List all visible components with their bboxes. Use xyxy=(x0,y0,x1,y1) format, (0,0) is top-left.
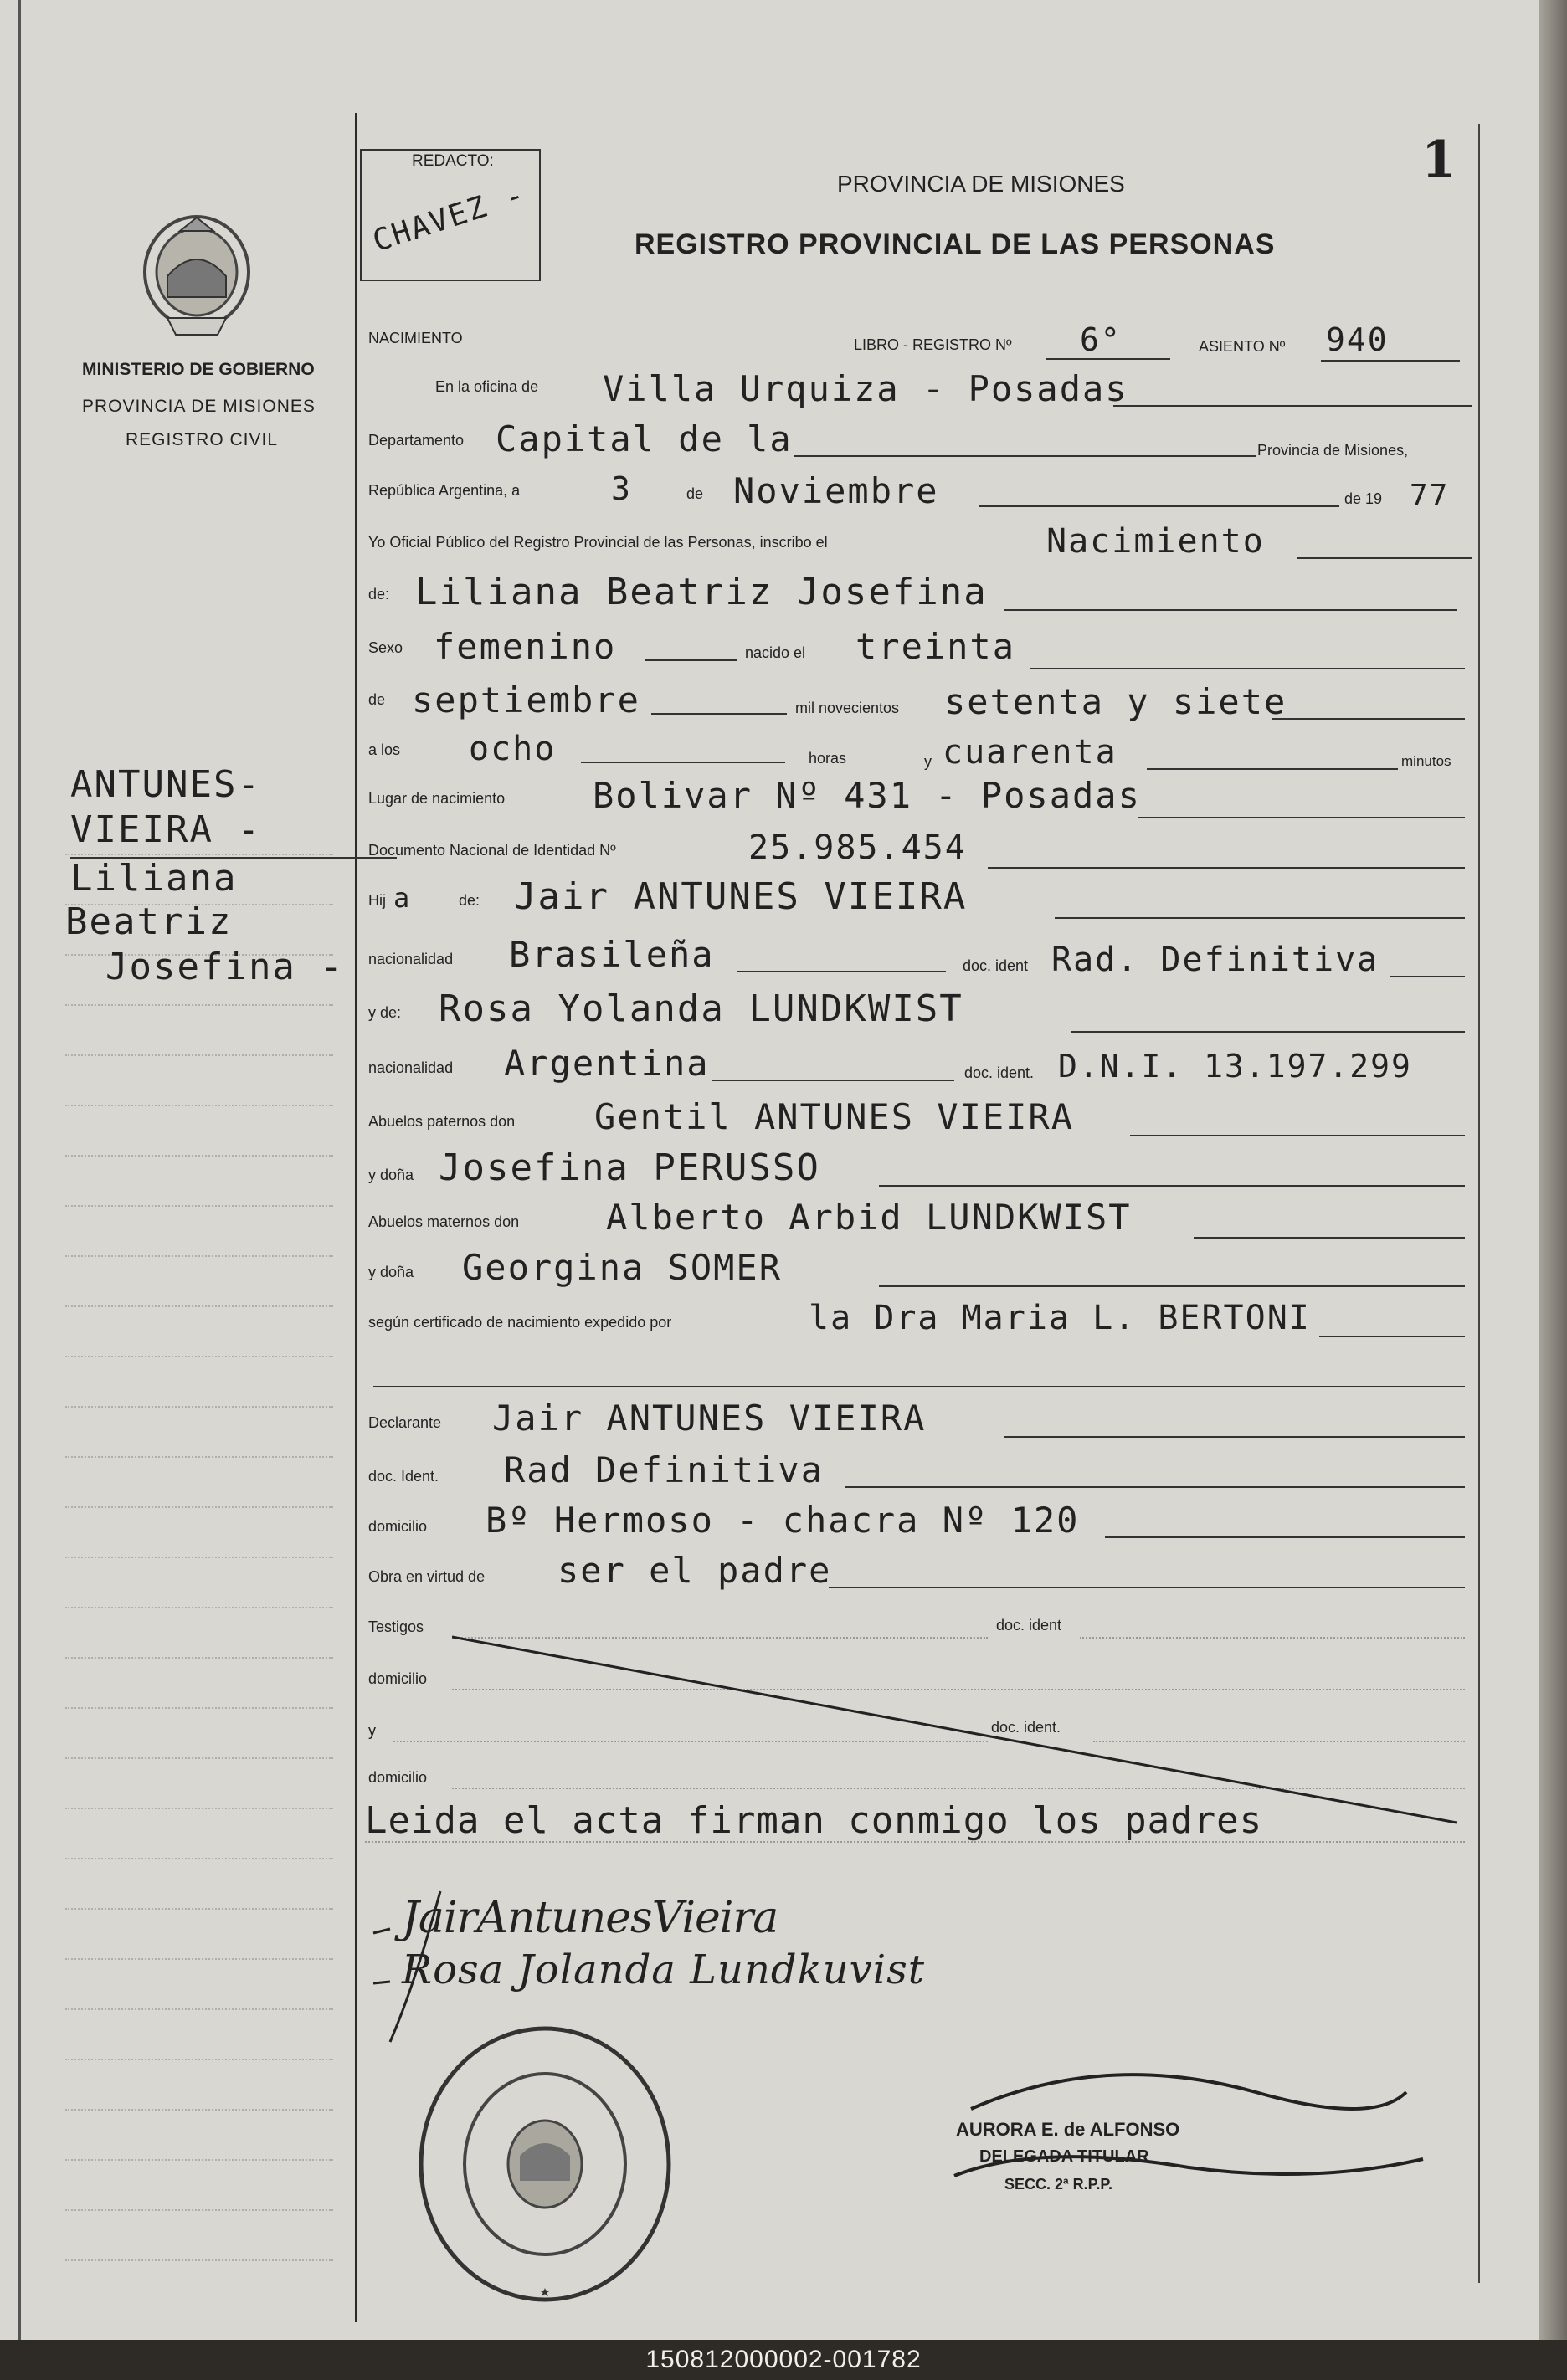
label-y: y xyxy=(924,753,932,770)
provincial-seal-icon xyxy=(134,209,259,343)
value-mes-nac: septiembre xyxy=(412,680,640,721)
line-obra xyxy=(829,1587,1465,1588)
line-abuelo-pat xyxy=(1130,1135,1465,1136)
line-nac-padre xyxy=(737,971,946,972)
value-nacido: treinta xyxy=(855,626,1016,667)
label-libro: LIBRO - REGISTRO Nº xyxy=(854,336,1012,353)
line-sexo xyxy=(645,659,737,661)
line-asiento xyxy=(1321,360,1460,362)
value-padre: Jair ANTUNES VIEIRA xyxy=(514,875,968,918)
line-nacido xyxy=(1030,668,1465,669)
value-mes: Noviembre xyxy=(733,470,939,511)
line-mes-nac xyxy=(651,713,787,715)
line-lugar xyxy=(1138,817,1465,818)
value-abuela-mat: Georgina SOMER xyxy=(462,1247,783,1288)
dots-leida xyxy=(365,1841,1465,1843)
label-domicilio3: domicilio xyxy=(368,1769,428,1786)
label-domicilio2: domicilio xyxy=(368,1670,428,1687)
label-hija-de: de: xyxy=(459,892,480,909)
label-yo-oficial: Yo Oficial Público del Registro Provincial de las Personas, inscribo el xyxy=(368,534,828,551)
value-obra: ser el padre xyxy=(557,1550,832,1591)
line-nombre xyxy=(1004,609,1457,611)
label-de2: de: xyxy=(368,586,390,603)
line-certificado xyxy=(1319,1336,1465,1337)
value-hora: ocho xyxy=(469,730,557,768)
label-hija: Hij xyxy=(368,892,386,909)
label-provincia-de: Provincia de Misiones, xyxy=(1257,442,1409,459)
label-abuelos-pat: Abuelos paternos don xyxy=(368,1113,516,1130)
label-doc-ident1: doc. ident xyxy=(963,957,1029,974)
label-nacionalidad1: nacionalidad xyxy=(368,951,454,967)
page-edge-shadow xyxy=(1539,0,1567,2340)
line-anio-nac xyxy=(1272,718,1465,720)
label-sexo: Sexo xyxy=(368,639,403,656)
line-inscribe xyxy=(1297,557,1472,559)
line-doc-padre xyxy=(1390,976,1465,977)
label-segun: según certificado de nacimiento expedido por xyxy=(368,1314,672,1331)
value-nombre: Liliana Beatriz Josefina xyxy=(415,571,988,613)
line-abuela-pat xyxy=(879,1185,1465,1187)
value-hija-suffix: a xyxy=(393,882,412,914)
margin-note-line1: ANTUNES- xyxy=(70,763,261,806)
label-declarante: Declarante xyxy=(368,1414,442,1431)
page-number: 1 xyxy=(1421,131,1457,189)
label-ydona1: y doña xyxy=(368,1167,414,1183)
line-hora xyxy=(581,762,785,763)
label-alos: a los xyxy=(368,741,401,758)
label-de3: de xyxy=(368,691,386,708)
line-declarante xyxy=(1004,1436,1465,1438)
line-abuelo-mat xyxy=(1194,1237,1465,1239)
stamp-role: DELEGADA TITULAR xyxy=(979,2147,1149,2166)
redacto-label: REDACTO: xyxy=(412,152,494,170)
label-y2: y xyxy=(368,1722,376,1739)
label-abuelos-mat: Abuelos maternos don xyxy=(368,1213,520,1230)
line-fecha xyxy=(979,505,1339,507)
label-de1: de xyxy=(686,485,704,502)
label-mil: mil novecientos xyxy=(795,700,900,716)
line-documento xyxy=(988,867,1465,869)
value-sexo: femenino xyxy=(434,626,617,667)
value-madre: Rosa Yolanda LUNDKWIST xyxy=(439,987,963,1030)
label-domicilio1: domicilio xyxy=(368,1518,428,1535)
left-page-edge xyxy=(18,0,21,2340)
value-abuelo-mat: Alberto Arbid LUNDKWIST xyxy=(606,1197,1132,1238)
margin-note-line4: Beatriz xyxy=(65,900,233,943)
line-madre xyxy=(1071,1031,1465,1033)
value-anio-nac: setenta y siete xyxy=(944,681,1287,722)
ministry-line1: MINISTERIO DE GOBIERNO xyxy=(82,360,315,379)
value-lugar: Bolivar Nº 431 - Posadas xyxy=(593,775,1141,816)
label-de-anio: de 19 xyxy=(1344,490,1383,507)
label-testigos: Testigos xyxy=(368,1618,424,1635)
line-nac-madre xyxy=(712,1080,954,1081)
label-horas: horas xyxy=(809,750,847,767)
line-doc-declarante xyxy=(845,1486,1465,1488)
stamp-section: SECC. 2ª R.P.P. xyxy=(1004,2176,1113,2193)
value-nac-madre: Argentina xyxy=(504,1043,710,1084)
label-minutos: minutos xyxy=(1401,753,1451,769)
ministry-line2: PROVINCIA DE MISIONES xyxy=(82,397,316,416)
ministry-line3: REGISTRO CIVIL xyxy=(126,430,279,449)
margin-note-line5: Josefina - xyxy=(105,946,344,988)
value-leida: Leida el acta firman conmigo los padres xyxy=(365,1799,1263,1842)
label-ydona2: y doña xyxy=(368,1264,414,1280)
label-docident5: doc. ident. xyxy=(991,1719,1061,1736)
value-inscribe: Nacimiento xyxy=(1046,522,1265,561)
value-certificado: la Dra Maria L. BERTONI xyxy=(809,1299,1311,1337)
label-nacionalidad2: nacionalidad xyxy=(368,1059,454,1076)
line-libro xyxy=(1046,358,1170,360)
header-registry: REGISTRO PROVINCIAL DE LAS PERSONAS xyxy=(635,228,1276,260)
label-asiento: ASIENTO Nº xyxy=(1199,338,1286,355)
redacto-box xyxy=(360,149,541,281)
label-doc-ident2: doc. ident. xyxy=(964,1064,1035,1081)
header-province: PROVINCIA DE MISIONES xyxy=(837,171,1125,197)
value-domicilio: Bº Hermoso - chacra Nº 120 xyxy=(486,1500,1080,1541)
redacto-value: CHAVEZ - xyxy=(368,177,531,259)
label-nacimiento: NACIMIENTO xyxy=(368,330,463,346)
value-abuela-pat: Josefina PERUSSO xyxy=(439,1146,820,1189)
value-documento: 25.985.454 xyxy=(748,828,967,867)
form-left-rule xyxy=(355,113,357,2322)
margin-note-line3: Liliana xyxy=(70,857,238,900)
label-obra: Obra en virtud de xyxy=(368,1568,486,1585)
value-minutos: cuarenta xyxy=(943,733,1117,772)
line-abuela-mat xyxy=(879,1285,1465,1287)
value-asiento: 940 xyxy=(1326,321,1389,358)
line-departamento xyxy=(794,455,1256,457)
line-padre xyxy=(1055,917,1465,919)
value-oficina: Villa Urquiza - Posadas xyxy=(603,368,1128,409)
label-documento: Documento Nacional de Identidad Nº xyxy=(368,842,616,859)
margin-note-line2: VIEIRA - xyxy=(70,808,261,851)
label-departamento: Departamento xyxy=(368,432,465,449)
value-departamento: Capital de la xyxy=(496,418,793,459)
label-docident4: doc. ident xyxy=(996,1617,1062,1634)
value-anio: 77 xyxy=(1410,479,1450,513)
value-libro: 6° xyxy=(1080,321,1122,358)
label-yde: y de: xyxy=(368,1004,402,1021)
label-republica: República Argentina, a xyxy=(368,482,521,499)
stamp-name: AURORA E. de ALFONSO xyxy=(956,2119,1180,2140)
value-nac-padre: Brasileña xyxy=(509,934,715,975)
value-declarante: Jair ANTUNES VIEIRA xyxy=(492,1398,927,1439)
signature-mother: Rosa Jolanda Lundkuvist xyxy=(402,1947,925,1993)
official-round-stamp-icon xyxy=(415,2022,675,2306)
form-right-rule xyxy=(1478,124,1480,2283)
value-doc-madre: D.N.I. 13.197.299 xyxy=(1058,1048,1412,1085)
label-docident3: doc. Ident. xyxy=(368,1468,439,1485)
signature-father: JairAntunesVieira xyxy=(402,1893,778,1943)
line-minutos xyxy=(1147,768,1398,770)
value-dia: 3 xyxy=(611,470,632,507)
label-lugar: Lugar de nacimiento xyxy=(368,790,506,807)
value-abuelo-pat: Gentil ANTUNES VIEIRA xyxy=(594,1096,1075,1137)
value-doc-padre: Rad. Definitiva xyxy=(1051,941,1379,979)
line-certificado-2 xyxy=(373,1386,1465,1387)
value-doc-declarante: Rad Definitiva xyxy=(504,1449,825,1490)
line-domicilio xyxy=(1105,1536,1465,1538)
label-nacido: nacido el xyxy=(745,644,806,661)
label-oficina: En la oficina de xyxy=(435,378,539,395)
document-id-footer: 150812000002-001782 xyxy=(0,2340,1567,2380)
line-oficina xyxy=(1113,405,1472,407)
